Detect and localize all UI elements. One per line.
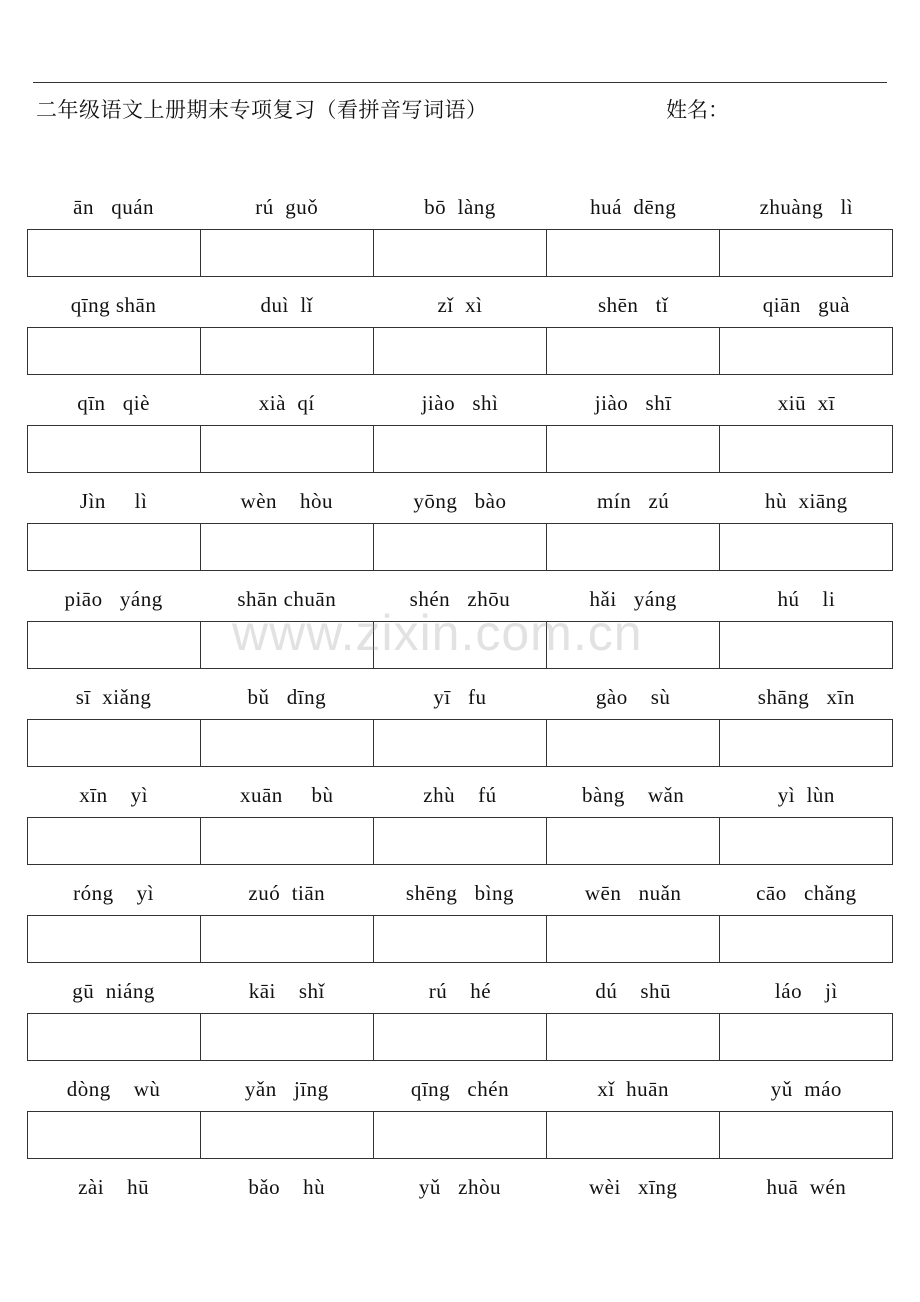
pinyin-word: shāng xīn [757,685,855,709]
pinyin-word: shēng bìng [405,881,514,905]
answer-box[interactable] [28,230,201,276]
pinyin-word: shān chuān [237,587,337,611]
pinyin-row [27,583,893,615]
answer-box[interactable] [201,426,374,472]
pinyin-word: rú guǒ [255,195,319,219]
pinyin-word: cāo chǎng [756,881,857,905]
pinyin-word: zhuàng lì [759,195,854,219]
pinyin-word: xià qí [258,391,315,415]
answer-box[interactable] [28,1112,201,1158]
pinyin-word: rú hé [428,979,492,1003]
answer-box[interactable] [201,230,374,276]
pinyin-word: bǔ dīng [247,685,327,709]
answer-box[interactable] [720,426,892,472]
answer-box[interactable] [547,426,720,472]
pinyin-word: yǔ máo [770,1077,842,1101]
answer-box[interactable] [547,622,720,668]
answer-box[interactable] [374,426,547,472]
pinyin-word: róng yì [73,881,154,905]
pinyin-word: piāo yáng [64,587,163,611]
pinyin-row [27,975,893,1007]
pinyin-word: dú shū [595,979,671,1003]
answer-box[interactable] [201,1112,374,1158]
pinyin-word: bǎo hù [248,1175,326,1199]
answer-box[interactable] [201,818,374,864]
pinyin-word: xǐ huān [597,1077,669,1101]
writing-box-row [27,719,893,767]
answer-box[interactable] [28,916,201,962]
answer-box[interactable] [374,328,547,374]
writing-box-row [27,817,893,865]
pinyin-word: bō làng [424,195,496,219]
pinyin-word: zhù fú [423,783,497,807]
writing-box-row [27,1013,893,1061]
answer-box[interactable] [374,720,547,766]
pinyin-word: qīn qiè [77,391,150,415]
answer-box[interactable] [374,916,547,962]
pinyin-word: hù xiāng [765,489,848,513]
pinyin-word: hǎi yáng [589,587,677,611]
pinyin-row [27,681,893,713]
pinyin-word: huá dēng [590,195,677,219]
answer-box[interactable] [28,328,201,374]
answer-box[interactable] [720,230,892,276]
writing-box-row [27,621,893,669]
writing-box-row [27,1111,893,1159]
pinyin-word: yī fu [433,685,487,709]
pinyin-word: gào sù [595,685,671,709]
answer-box[interactable] [28,818,201,864]
pinyin-row [27,387,893,419]
answer-box[interactable] [28,524,201,570]
answer-box[interactable] [547,230,720,276]
answer-box[interactable] [201,916,374,962]
answer-box[interactable] [720,916,892,962]
answer-box[interactable] [28,426,201,472]
pinyin-word: yǎn jīng [244,1077,329,1101]
pinyin-row [27,877,893,909]
answer-box[interactable] [374,1112,547,1158]
answer-box[interactable] [28,720,201,766]
pinyin-word: xuān bù [239,783,334,807]
watermark: www.zixin.com.cn [232,605,643,661]
pinyin-word: yōng bào [413,489,507,513]
pinyin-word: wèi xīng [588,1175,678,1199]
pinyin-word: yǔ zhòu [418,1175,501,1199]
pinyin-word: xīn yì [79,783,148,807]
writing-box-row [27,327,893,375]
answer-box[interactable] [547,1014,720,1060]
pinyin-word: shén zhōu [409,587,511,611]
writing-box-row [27,425,893,473]
answer-box[interactable] [547,818,720,864]
answer-box[interactable] [547,328,720,374]
pinyin-row [27,485,893,517]
answer-box[interactable] [720,1014,892,1060]
pinyin-row [27,1073,893,1105]
answer-box[interactable] [374,1014,547,1060]
answer-box[interactable] [720,622,892,668]
answer-box[interactable] [720,818,892,864]
pinyin-word: dòng wù [66,1077,161,1101]
answer-box[interactable] [28,1014,201,1060]
pinyin-word: sī xiǎng [75,685,152,709]
answer-box[interactable] [547,720,720,766]
answer-box[interactable] [374,818,547,864]
answer-box[interactable] [201,1014,374,1060]
answer-box[interactable] [547,524,720,570]
answer-box[interactable] [720,1112,892,1158]
pinyin-row [27,1171,893,1203]
pinyin-word: kāi shǐ [248,979,325,1003]
answer-box[interactable] [547,916,720,962]
pinyin-word: huā wén [766,1175,847,1199]
pinyin-row [27,191,893,223]
pinyin-word: jiào shì [421,391,499,415]
answer-box[interactable] [547,1112,720,1158]
answer-box[interactable] [201,524,374,570]
pinyin-word: Jìn lì [79,489,148,513]
pinyin-word: qiān guà [762,293,850,317]
pinyin-word: láo jì [774,979,838,1003]
pinyin-word: zuó tiān [248,881,326,905]
answer-box[interactable] [720,328,892,374]
page-title: 二年级语文上册期末专项复习（看拼音写词语） [36,98,488,122]
writing-box-row [27,915,893,963]
pinyin-word: qīng chén [410,1077,510,1101]
pinyin-word: gū niáng [72,979,155,1003]
answer-box[interactable] [201,720,374,766]
pinyin-row [27,289,893,321]
answer-box[interactable] [374,622,547,668]
pinyin-word: wēn nuǎn [584,881,682,905]
writing-box-row [27,523,893,571]
pinyin-word: jiào shī [594,391,672,415]
header-rule [33,82,887,83]
pinyin-word: zài hū [78,1175,150,1199]
answer-box[interactable] [720,720,892,766]
pinyin-word: yì lùn [777,783,835,807]
pinyin-word: bàng wǎn [582,783,685,807]
answer-box[interactable] [374,524,547,570]
pinyin-word: duì lǐ [260,293,314,317]
pinyin-word: qīng shān [70,293,157,317]
answer-box[interactable] [201,622,374,668]
pinyin-word: ān quán [73,195,155,219]
name-label: 姓名： [666,98,729,122]
answer-box[interactable] [720,524,892,570]
pinyin-word: zǐ xì [437,293,483,317]
pinyin-word: xiū xī [777,391,835,415]
pinyin-word: wèn hòu [240,489,334,513]
answer-box[interactable] [28,622,201,668]
answer-box[interactable] [201,328,374,374]
pinyin-word: mín zú [597,489,670,513]
answer-box[interactable] [374,230,547,276]
pinyin-word: hú li [777,587,836,611]
pinyin-row [27,779,893,811]
pinyin-word: shēn tǐ [597,293,669,317]
writing-box-row [27,229,893,277]
